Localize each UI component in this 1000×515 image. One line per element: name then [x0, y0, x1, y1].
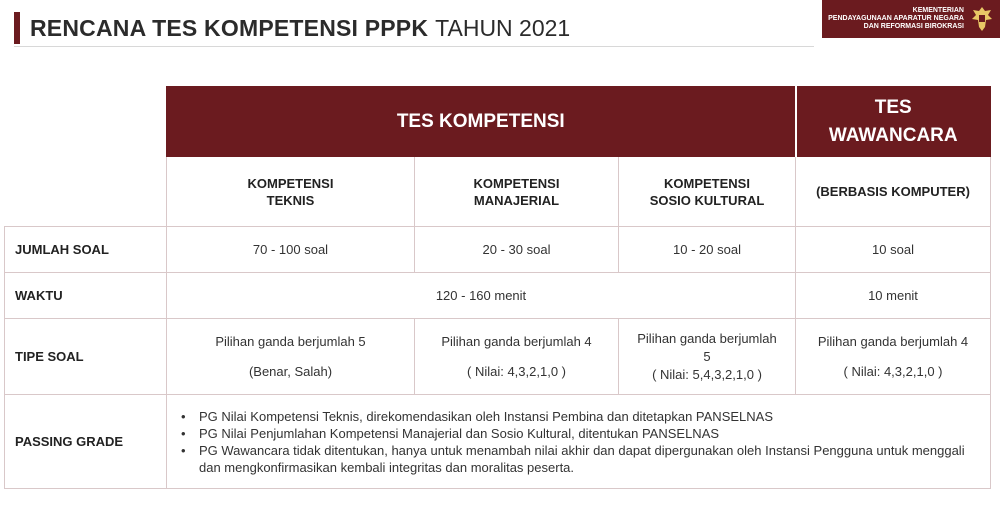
passing-grade-list	[167, 404, 990, 480]
table-cell: 10 menit	[796, 273, 991, 319]
kompetensi-sosio-kultural-header	[619, 157, 796, 227]
list-item-text: PG Nilai Kompetensi Teknis, direkomendasikan oleh Instansi Pembina dan ditetapkan PANSELNAS	[199, 408, 773, 424]
ministry-logo	[822, 0, 1000, 38]
sub-header-line: TEKNIS	[266, 192, 315, 208]
tes-wawancara-header	[796, 87, 991, 157]
tipe-line: Pilihan ganda berjumlah 4	[441, 333, 592, 349]
title-divider	[14, 46, 814, 47]
ministry-name	[828, 7, 964, 31]
ministry-name-line: DAN REFORMASI BIROKRASI	[863, 23, 964, 30]
kompetensi-manajerial-header	[415, 157, 619, 227]
wawancara-header-line: TES	[874, 96, 912, 118]
table-cell	[415, 319, 619, 395]
tipe-line: (Benar, Salah)	[248, 363, 333, 379]
title-bold-text: RENCANA TES KOMPETENSI PPPK	[30, 14, 429, 41]
sub-header-line: KOMPETENSI	[247, 175, 334, 191]
passing-grade-cell	[167, 395, 991, 489]
table-cell	[167, 319, 415, 395]
table-cell: 10 soal	[796, 227, 991, 273]
sub-header-line: MANAJERIAL	[473, 192, 560, 208]
list-item	[175, 408, 982, 425]
tipe-line: 5	[703, 348, 711, 364]
list-item-text: PG Wawancara tidak ditentukan, hanya untuk menambah nilai akhir dan dapat dipergunakan oleh Instansi Pengguna untuk menggali dan mengkonfirmasikan kembali integritas dan moralitas peserta.	[199, 442, 965, 475]
sub-header-line: KOMPETENSI	[664, 175, 750, 191]
title-year-text: TAHUN 2021	[435, 14, 571, 41]
list-item-text: PG Nilai Penjumlahan Kompetensi Manajerial dan Sosio Kultural, ditentukan PANSELNAS	[199, 425, 720, 441]
table-cell: 70 - 100 soal	[167, 227, 415, 273]
list-item	[175, 425, 982, 442]
ministry-name-line: PENDAYAGUNAAN APARATUR NEGARA	[828, 15, 964, 22]
empty-corner-cell	[5, 157, 167, 227]
tipe-line: Pilihan ganda berjumlah 4	[817, 333, 969, 349]
tes-kompetensi-header: TES KOMPETENSI	[167, 87, 796, 157]
table-cell: 10 - 20 soal	[619, 227, 796, 273]
bullet-icon: •	[181, 408, 186, 424]
berbasis-komputer-header	[796, 157, 991, 227]
kompetensi-teknis-header	[167, 157, 415, 227]
tipe-line: ( Nilai: 4,3,2,1,0 )	[843, 363, 943, 379]
page-title	[14, 12, 570, 44]
table-cell	[619, 319, 796, 395]
row-label-jumlah-soal: JUMLAH SOAL	[5, 227, 167, 273]
empty-corner-cell	[5, 87, 167, 157]
sub-header-line: (BERBASIS KOMPUTER)	[816, 184, 970, 199]
wawancara-header-line: WAWANCARA	[828, 124, 958, 146]
tipe-line: ( Nilai: 4,3,2,1,0 )	[467, 363, 566, 379]
list-item	[175, 442, 982, 476]
garuda-emblem-icon	[970, 5, 994, 33]
ministry-name-line: KEMENTERIAN	[912, 7, 964, 14]
table-cell: 20 - 30 soal	[415, 227, 619, 273]
sub-header-line: SOSIO KULTURAL	[649, 192, 765, 208]
bullet-icon: •	[181, 425, 186, 441]
row-label-passing-grade: PASSING GRADE	[5, 395, 167, 489]
row-label-waktu: WAKTU	[5, 273, 167, 319]
row-label-tipe-soal: TIPE SOAL	[5, 319, 167, 395]
table-cell	[796, 319, 991, 395]
competency-test-table	[4, 86, 991, 489]
table-cell: 120 - 160 menit	[167, 273, 796, 319]
sub-header-line: KOMPETENSI	[473, 175, 560, 191]
tipe-line: Pilihan ganda berjumlah	[637, 330, 777, 346]
tipe-line: ( Nilai: 5,4,3,2,1,0 )	[652, 366, 762, 382]
tipe-line: Pilihan ganda berjumlah 5	[215, 333, 366, 349]
bullet-icon: •	[181, 442, 186, 458]
